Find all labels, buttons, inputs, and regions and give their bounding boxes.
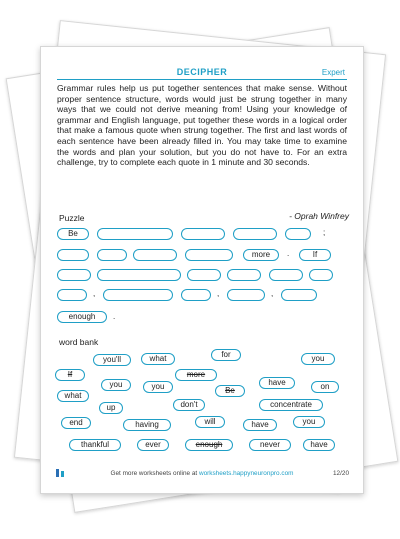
puzzle-slot-filled[interactable]: Be [57, 228, 89, 240]
word-bank-tile[interactable]: have [259, 377, 295, 389]
word-bank-tile[interactable]: never [249, 439, 291, 451]
word-bank-tile[interactable]: don't [173, 399, 205, 411]
worksheet-page [40, 46, 364, 494]
word-bank-tile[interactable]: you [301, 353, 335, 365]
word-bank-label: word bank [59, 337, 99, 347]
word-bank-tile[interactable]: up [99, 402, 123, 414]
puzzle-slot[interactable] [309, 269, 333, 281]
punctuation: ; [323, 228, 326, 237]
word-bank-tile[interactable]: for [211, 349, 241, 361]
word-bank-tile[interactable]: have [303, 439, 335, 451]
puzzle-label: Puzzle [59, 213, 85, 223]
puzzle-slot[interactable] [97, 269, 181, 281]
footer-text [41, 470, 363, 477]
word-bank-tile[interactable]: having [123, 419, 171, 431]
word-bank-tile[interactable]: thankful [69, 439, 121, 451]
page-number: 12/20 [333, 470, 349, 477]
puzzle-slot[interactable] [281, 289, 317, 301]
word-bank-tile[interactable]: will [195, 416, 225, 428]
punctuation: . [113, 312, 116, 321]
puzzle-slot[interactable] [97, 228, 173, 240]
level-label: Expert [321, 68, 345, 77]
puzzle-slot[interactable] [97, 249, 127, 261]
punctuation: , [217, 289, 220, 298]
header-divider [57, 79, 347, 80]
word-bank-tile[interactable]: end [61, 417, 91, 429]
puzzle-slot[interactable] [181, 228, 225, 240]
puzzle-slot-filled[interactable]: If [299, 249, 331, 261]
word-bank-tile-used[interactable]: If [55, 369, 85, 381]
puzzle-slot-filled[interactable]: enough [57, 311, 107, 323]
footer-link[interactable]: worksheets.happyneuronpro.com [198, 470, 294, 477]
puzzle-slot[interactable] [227, 269, 261, 281]
punctuation: , [271, 289, 274, 298]
word-bank-tile[interactable]: you [101, 379, 131, 391]
word-bank-tile-used[interactable]: more [175, 369, 217, 381]
puzzle-slot[interactable] [269, 269, 303, 281]
puzzle-slot[interactable] [57, 249, 89, 261]
word-bank-tile-used[interactable]: Be [215, 385, 245, 397]
puzzle-slot[interactable] [227, 289, 265, 301]
puzzle-slot[interactable] [57, 289, 87, 301]
footer-caption: Get more worksheets online at [110, 470, 199, 477]
punctuation: . [287, 249, 290, 258]
puzzle-slot[interactable] [187, 269, 221, 281]
word-bank-tile[interactable]: concentrate [259, 399, 323, 411]
instructions-text: Grammar rules help us put together sentences that make sense. Without proper sentence structure, words would just be strung together in many ways that we could not derive meaning from! Using your knowledge of grammar and English language, put together these words in a logical order that make a famous quote when strung together. The first and last words of each sentence have been already filled in. You may take time to examine the words and plan your solution, but you do not have to. For an extra challenge, try to complete each quote in 1 minute and 30 seconds. [57, 83, 347, 168]
word-bank-tile[interactable]: you [143, 381, 173, 393]
word-bank-tile[interactable]: ever [137, 439, 169, 451]
puzzle-slot[interactable] [133, 249, 177, 261]
word-bank-tile[interactable]: have [243, 419, 277, 431]
word-bank-tile[interactable]: what [141, 353, 175, 365]
puzzle-slot[interactable] [233, 228, 277, 240]
puzzle-slot-filled[interactable]: more [243, 249, 279, 261]
word-bank-tile[interactable]: what [57, 390, 89, 402]
word-bank-tile-used[interactable]: enough [185, 439, 233, 451]
puzzle-slot[interactable] [57, 269, 91, 281]
puzzle-slot[interactable] [285, 228, 311, 240]
puzzle-slot[interactable] [185, 249, 233, 261]
quote-author: - Oprah Winfrey [289, 211, 349, 221]
puzzle-slot[interactable] [103, 289, 173, 301]
page-title: DECIPHER [176, 67, 228, 77]
puzzle-slot[interactable] [181, 289, 211, 301]
word-bank-tile[interactable]: you'll [93, 354, 131, 366]
word-bank-tile[interactable]: on [311, 381, 339, 393]
word-bank-tile[interactable]: you [293, 416, 325, 428]
punctuation: , [93, 289, 96, 298]
